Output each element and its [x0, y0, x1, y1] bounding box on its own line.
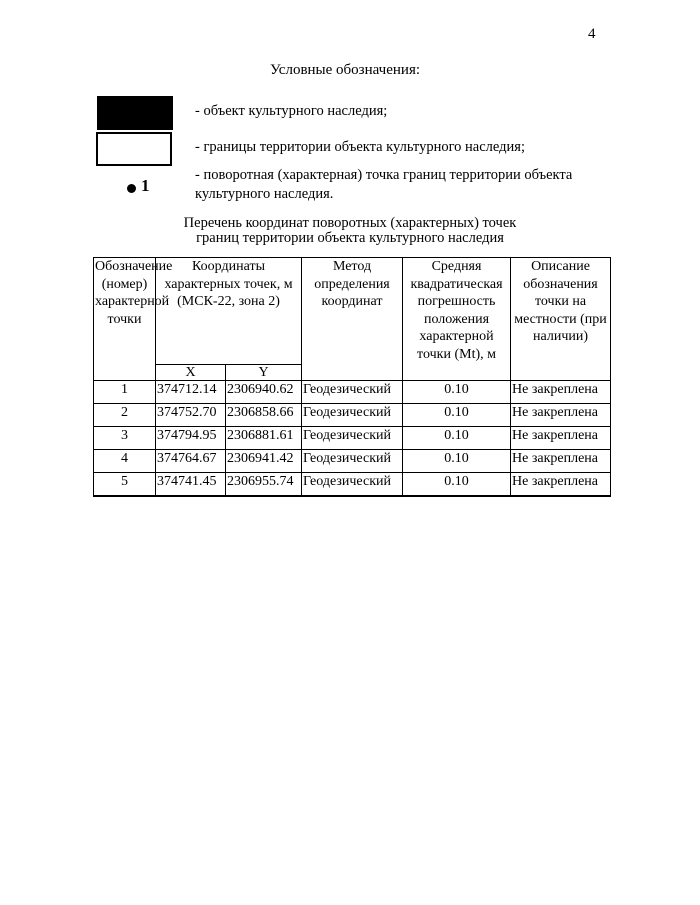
cell-description: Не закреплена: [511, 404, 611, 427]
cultural-heritage-object-symbol: [97, 96, 173, 130]
table-title-line-1: Перечень координат поворотных (характерных) точек: [183, 215, 517, 231]
cell-description: Не закреплена: [511, 473, 611, 497]
cell-x: 374794.95: [156, 427, 226, 450]
legend-text-turning-point: - поворотная (характерная) точка границ территории объекта культурного наследия.: [195, 167, 573, 202]
legend-text-boundary: - границы территории объекта культурного наследия;: [195, 139, 525, 155]
cell-x: 374712.14: [156, 381, 226, 404]
cell-num: 5: [94, 473, 156, 497]
cell-description: Не закреплена: [511, 450, 611, 473]
table-row: [94, 404, 611, 427]
cell-y: 2306858.66: [226, 404, 302, 427]
table-row: [94, 381, 611, 404]
header-x: X: [156, 365, 226, 381]
cell-method: Геодезический: [302, 381, 403, 404]
table-title: [0, 216, 700, 246]
cell-num: 3: [94, 427, 156, 450]
dot-icon: [127, 184, 136, 193]
header-error: Средняя квадратическая погрешность положения характерной точки (Mt), м: [403, 258, 511, 381]
page-number: 4: [588, 26, 596, 42]
cell-error: 0.10: [403, 427, 511, 450]
cell-error: 0.10: [403, 404, 511, 427]
cell-y: 2306941.42: [226, 450, 302, 473]
cell-y: 2306955.74: [226, 473, 302, 497]
cell-method: Геодезический: [302, 404, 403, 427]
cell-description: Не закреплена: [511, 427, 611, 450]
cell-num: 4: [94, 450, 156, 473]
legend-title: Условные обозначения:: [269, 62, 421, 78]
territory-boundary-symbol: [96, 132, 172, 166]
header-designation: Обозначение (номер) характерной точки: [94, 258, 156, 381]
table-title-line-2: границ территории объекта культурного наследия: [196, 230, 504, 246]
header-coordinates: Координаты характерных точек, м (МСК-22, зона 2): [156, 258, 302, 365]
coordinates-table: [93, 257, 611, 497]
table-row: [94, 473, 611, 497]
legend-text-object: - объект культурного наследия;: [195, 103, 388, 119]
cell-x: 374764.67: [156, 450, 226, 473]
cell-error: 0.10: [403, 473, 511, 497]
cell-error: 0.10: [403, 450, 511, 473]
cell-description: Не закреплена: [511, 381, 611, 404]
header-method: Метод определения координат: [302, 258, 403, 381]
cell-y: 2306881.61: [226, 427, 302, 450]
table-row: [94, 427, 611, 450]
cell-method: Геодезический: [302, 473, 403, 497]
cell-method: Геодезический: [302, 450, 403, 473]
cell-num: 2: [94, 404, 156, 427]
cell-x: 374741.45: [156, 473, 226, 497]
turning-point-symbol: [127, 176, 150, 196]
cell-error: 0.10: [403, 381, 511, 404]
cell-num: 1: [94, 381, 156, 404]
table-row: [94, 450, 611, 473]
header-y: Y: [226, 365, 302, 381]
cell-method: Геодезический: [302, 427, 403, 450]
header-description: Описание обозначения точки на местности (при наличии): [511, 258, 611, 381]
turning-point-symbol-label: 1: [141, 176, 150, 195]
cell-x: 374752.70: [156, 404, 226, 427]
cell-y: 2306940.62: [226, 381, 302, 404]
